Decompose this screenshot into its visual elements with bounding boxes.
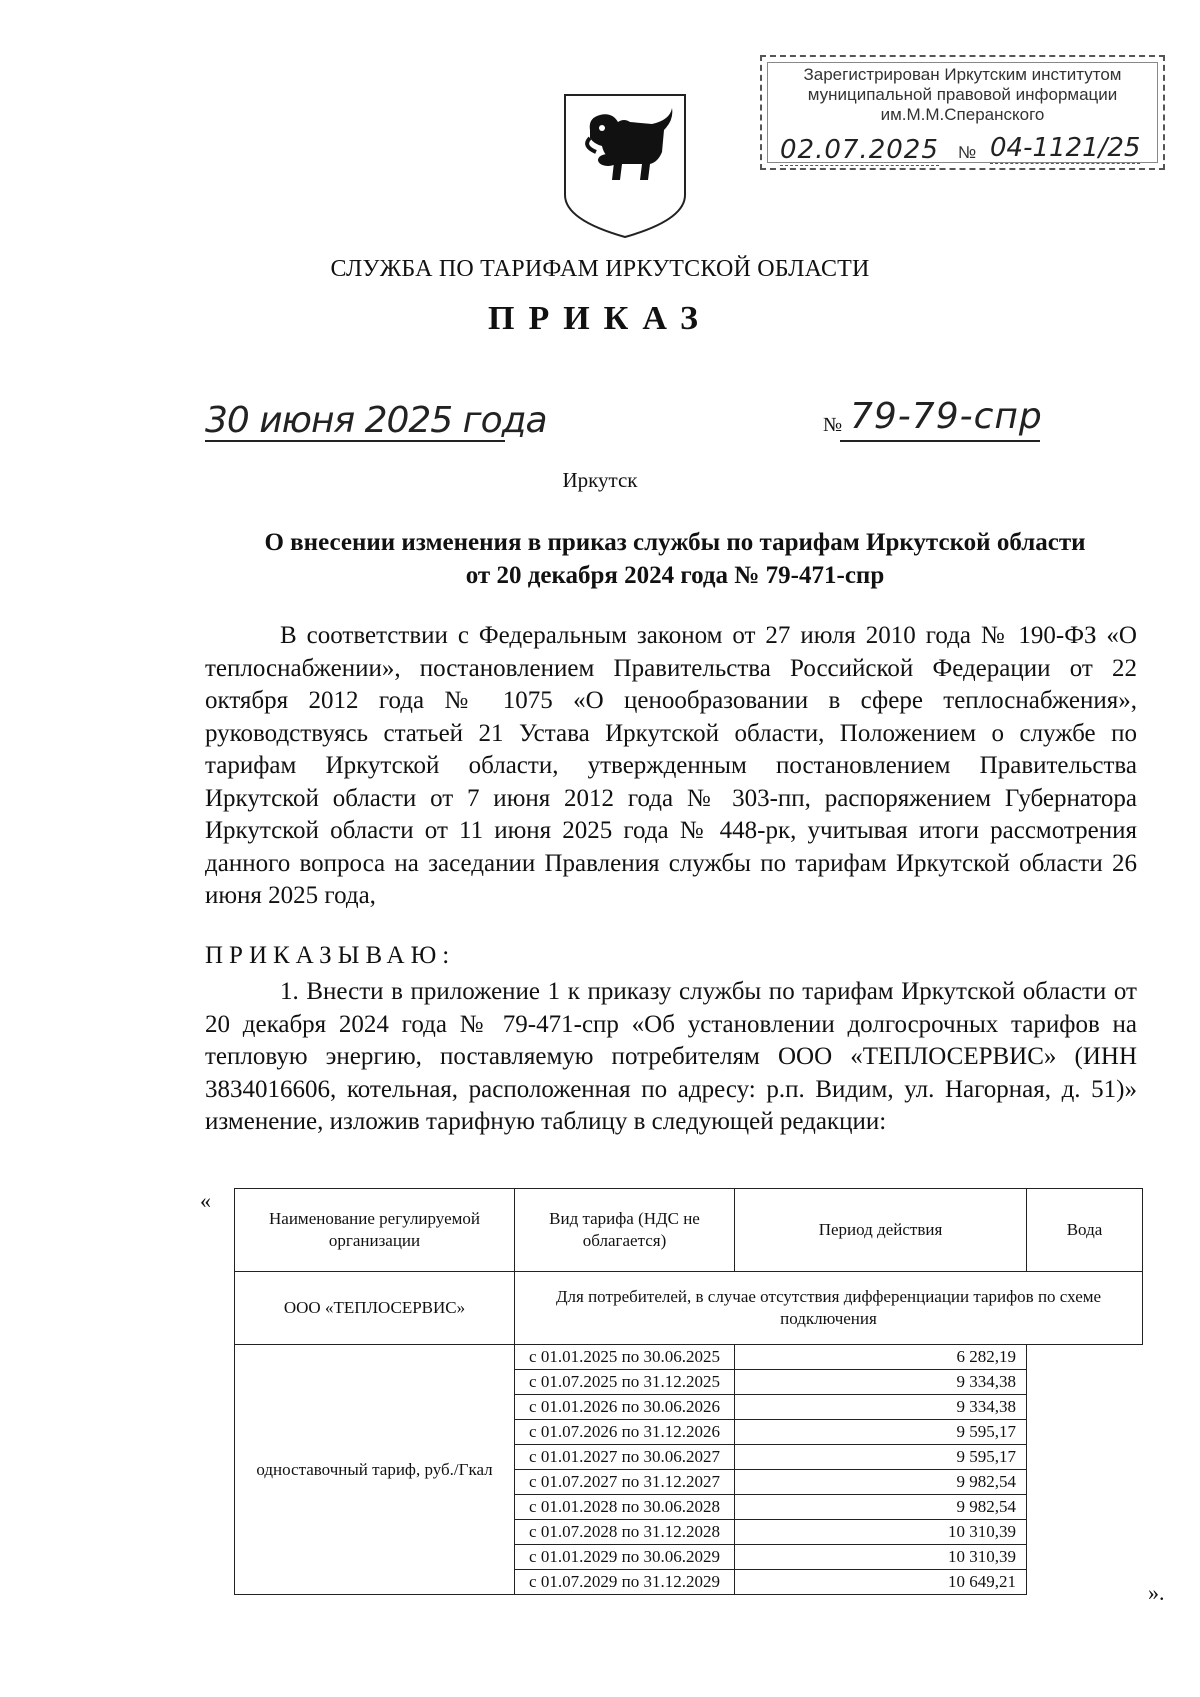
period-cell: с 01.01.2028 по 30.06.2028 — [515, 1495, 735, 1520]
heading-line-2: от 20 декабря 2024 года № 79-471-спр — [465, 562, 885, 589]
stamp-line-1: Зарегистрирован Иркутским институтом — [803, 65, 1122, 84]
table-header-row — [235, 1189, 1143, 1272]
irkutsk-coat-of-arms-icon — [560, 90, 690, 240]
registration-stamp — [760, 55, 1165, 170]
stamp-number: 04-1121/25 — [990, 133, 1141, 163]
heading-line-1: О внесении изменения в приказ службы по тарифам Иркутской области — [264, 529, 1086, 556]
city: Иркутск — [562, 468, 638, 492]
quote-close: ». — [1148, 1580, 1165, 1605]
table-note-row — [235, 1272, 1143, 1345]
period-cell: с 01.07.2025 по 31.12.2025 — [515, 1370, 735, 1395]
stamp-line-3: им.М.М.Сперанского — [880, 105, 1045, 124]
period-cell: с 01.01.2026 по 30.06.2026 — [515, 1395, 735, 1420]
period-cell: с 01.01.2027 по 30.06.2027 — [515, 1445, 735, 1470]
header-period: Период действия — [735, 1189, 1027, 1272]
number-underline — [840, 440, 1040, 442]
document-type: ПРИКАЗ — [488, 300, 712, 337]
period-cell: с 01.07.2029 по 31.12.2029 — [515, 1570, 735, 1595]
water-value-cell: 10 310,39 — [735, 1520, 1027, 1545]
quote-open: « — [200, 1188, 211, 1213]
stamp-date: 02.07.2025 — [780, 135, 939, 165]
consumer-note-cell: Для потребителей, в случае отсутствия дифференциации тарифов по схеме подключения — [515, 1272, 1143, 1345]
water-value-cell: 6 282,19 — [735, 1345, 1027, 1370]
tariff-kind-cell: одноставочный тариф, руб./Гкал — [235, 1345, 515, 1595]
period-cell: с 01.01.2029 по 30.06.2029 — [515, 1545, 735, 1570]
period-cell: с 01.07.2026 по 31.12.2026 — [515, 1420, 735, 1445]
period-cell: с 01.07.2027 по 31.12.2027 — [515, 1470, 735, 1495]
header-tariff-type: Вид тарифа (НДС не облагается) — [515, 1189, 735, 1272]
header-organization: Наименование регулируемой организации — [235, 1189, 515, 1272]
stamp-line-2: муниципальной правовой информации — [807, 85, 1118, 104]
header-water: Вода — [1027, 1189, 1143, 1272]
water-value-cell: 10 649,21 — [735, 1570, 1027, 1595]
water-value-cell: 9 982,54 — [735, 1470, 1027, 1495]
water-value-cell: 9 982,54 — [735, 1495, 1027, 1520]
decree-word: ПРИКАЗЫВАЮ: — [205, 942, 456, 969]
period-cell: с 01.07.2028 по 31.12.2028 — [515, 1520, 735, 1545]
tariff-table — [234, 1188, 1143, 1595]
organization-cell: ООО «ТЕПЛОСЕРВИС» — [235, 1272, 515, 1345]
preamble-paragraph: В соответствии с Федеральным законом от 27 июля 2010 года № 190-ФЗ «О теплоснабжении», постановлением Правительства Российской Федерации от 22 октября 2012 года № 1075 «О ценообразовании в сфере теплоснабжения», руководствуясь статьей 21 Устава Иркутской области, Положением о службе по тарифам Иркутской области, утвержденным постановлением Правительства Иркутской области от 7 июня 2012 года № 303-пп, распоряжением Губернатора Иркутской области от 11 июня 2025 года № 448-рк, учитывая итоги рассмотрения данного вопроса на заседании Правления службы по тарифам Иркутской области 26 июня 2025 года, — [205, 622, 1137, 909]
order-heading — [210, 526, 1140, 592]
signing-date: 30 июня 2025 года — [205, 400, 547, 441]
water-value-cell: 9 334,38 — [735, 1370, 1027, 1395]
water-value-cell: 9 595,17 — [735, 1420, 1027, 1445]
item-1-paragraph: 1. Внести в приложение 1 к приказу службы по тарифам Иркутской области от 20 декабря 2024 года № 79-471-спр «Об установлении долгосрочных тарифов на тепловую энергию, поставляемую потребителям ООО «ТЕПЛОСЕРВИС» (ИНН 3834016606, котельная, расположенная по адресу: р.п. Видим, ул. Нагорная, д. 51)» изменение, изложив тарифную таблицу в следующей редакции: — [205, 978, 1137, 1135]
water-value-cell: 9 334,38 — [735, 1395, 1027, 1420]
agency-name: СЛУЖБА ПО ТАРИФАМ ИРКУТСКОЙ ОБЛАСТИ — [330, 256, 870, 282]
order-number-label: № — [823, 414, 843, 436]
stamp-number-label: № — [958, 143, 977, 162]
water-value-cell: 10 310,39 — [735, 1545, 1027, 1570]
water-value-cell: 9 595,17 — [735, 1445, 1027, 1470]
stamp-inner-frame — [767, 62, 1158, 163]
order-number: 79-79-спр — [850, 396, 1043, 437]
period-cell: с 01.01.2025 по 30.06.2025 — [515, 1345, 735, 1370]
date-underline — [205, 440, 505, 442]
tariff-row — [235, 1345, 1143, 1370]
